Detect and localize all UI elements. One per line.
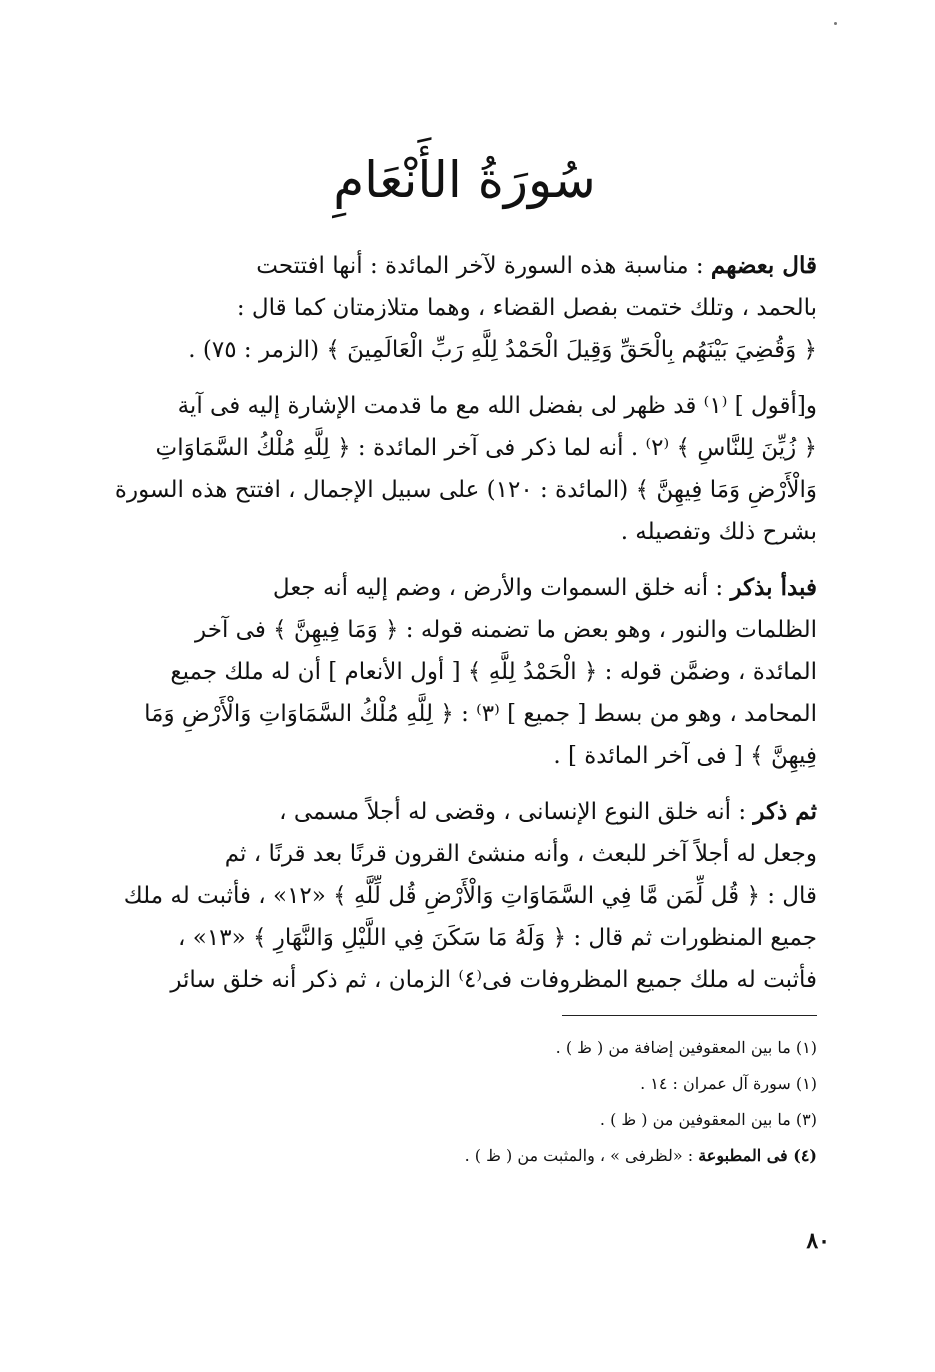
paragraph-lead: ثم ذكر — [753, 798, 817, 825]
text-line: و[أقول ] ⁽١⁾ قد ظهر لى بفضل الله مع ما قدمت الإشارة إليه فى آية — [177, 393, 817, 419]
footnote-3: (٣) ما بين المعقوفين من ( ظ ) . — [599, 1110, 817, 1129]
paragraph-1 — [112, 245, 817, 371]
text-line: بالحمد ، وتلك ختمت بفصل القضاء ، وهما متلازمتان كما قال : — [236, 295, 817, 321]
footnote-divider — [562, 1015, 817, 1016]
text-line: قال بعضهم : مناسبة هذه السورة لآخر المائدة : أنها افتتحت — [256, 252, 817, 279]
paragraph-lead: قال بعضهم — [710, 252, 817, 279]
footnotes — [112, 1030, 817, 1174]
text-line: بشرح ذلك وتفصيله . — [620, 519, 817, 545]
paragraph-2 — [112, 385, 817, 553]
scan-dot — [834, 22, 837, 25]
footnote-1: (١) ما بين المعقوفين إضافة من ( ظ ) . — [555, 1038, 817, 1057]
text-line: المائدة ، وضمَّن قوله : ﴿ الْحَمْدُ لِلَّهِ ﴾ [ أول الأنعام ] أن له ملك جميع — [170, 659, 817, 685]
text-line: فأثبت له ملك جميع المظروفات فى⁽٤⁾ الزمان ، ثم ذكر أنه خلق سائر — [170, 967, 817, 993]
text-line: ثم ذكر : أنه خلق النوع الإنسانى ، وقضى له أجلاً مسمى ، — [279, 798, 817, 825]
paragraph-3 — [112, 567, 817, 777]
text-line: ﴿ وَقُضِيَ بَيْنَهُم بِالْحَقِّ وَقِيلَ الْحَمْدُ لِلَّهِ رَبِّ الْعَالَمِينَ ﴾ (الزمر : ٧٥) . — [188, 337, 817, 363]
text-line: ﴿ زُيِّنَ لِلنَّاسِ ﴾ ⁽٢⁾ . أنه لما ذكر فى آخر المائدة : ﴿ لِلَّهِ مُلْكُ السَّمَاوَاتِ — [155, 435, 817, 461]
text-line: الظلمات والنور ، وهو بعض ما تضمنه قوله : ﴿ وَمَا فِيهِنَّ ﴾ فى آخر — [195, 617, 817, 643]
text-line: وَالْأَرْضِ وَمَا فِيهِنَّ ﴾ (المائدة : ١٢٠) على سبيل الإجمال ، افتتح هذه السورة — [114, 477, 817, 503]
text-line: قال : ﴿ قُل لِّمَن مَّا فِي السَّمَاوَاتِ وَالْأَرْضِ قُل لِّلَّهِ ﴾ «١٢» ، فأثبت له ملك — [123, 883, 817, 909]
page-number: ٨٠ — [806, 1228, 830, 1254]
body-text — [112, 245, 817, 1001]
text-line: وجعل له أجلاً آخر للبعث ، وأنه منشئ القرون قرنًا بعد قرنًا ، ثم — [224, 841, 817, 867]
text-line: فبدأ بذكر : أنه خلق السموات والأرض ، وضم إليه أنه جعل — [272, 574, 817, 601]
paragraph-4 — [112, 791, 817, 1001]
footnote-4: (٤) فى المطبوعة : «لظرفى » ، والمثبت من ( ظ ) . — [464, 1146, 817, 1165]
surah-title: سُورَةُ الأَنْعَامِ — [333, 151, 596, 209]
paragraph-lead: فبدأ بذكر — [730, 574, 817, 601]
text-line: المحامد ، وهو من بسط [ جميع ] ⁽٣⁾ : ﴿ لِلَّهِ مُلْكُ السَّمَاوَاتِ وَالْأَرْضِ وَمَا — [144, 701, 817, 727]
footnote-2: (١) سورة آل عمران : ١٤ . — [640, 1074, 817, 1093]
text-line: فِيهِنَّ ﴾ [ فى آخر المائدة ] . — [553, 743, 817, 769]
text-line: جميع المنظورات ثم قال : ﴿ وَلَهُ مَا سَكَنَ فِي اللَّيْلِ وَالنَّهَارِ ﴾ «١٣» ، — [178, 925, 817, 951]
